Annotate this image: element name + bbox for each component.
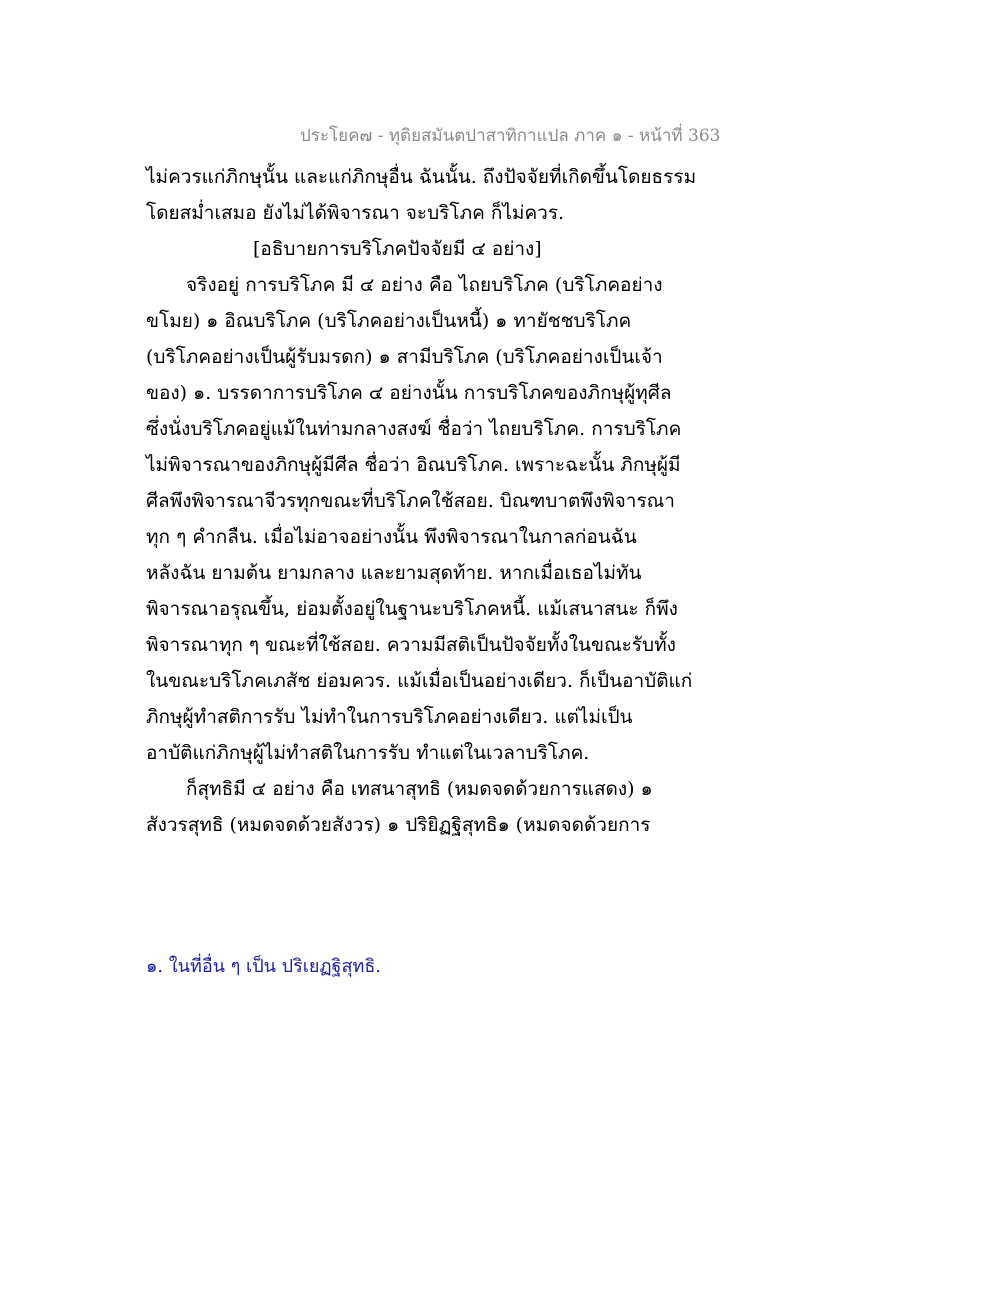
paragraph-start-line: จริงอยู่ การบริโภค มี ๔ อย่าง คือ ไถยบริโภค (บริโภคอย่าง xyxy=(186,274,663,296)
text-line: ทุก ๆ คำกลืน. เมื่อไม่อาจอย่างนั้น พึงพิจารณาในกาลก่อนฉัน xyxy=(146,526,637,548)
section-heading: [อธิบายการบริโภคปัจจัยมี ๔ อย่าง] xyxy=(253,238,542,260)
text-line: ในขณะบริโภคเภสัช ย่อมควร. แม้เมื่อเป็นอย่างเดียว. ก็เป็นอาบัติแก่ xyxy=(146,670,693,692)
text-line: หลังฉัน ยามต้น ยามกลาง และยามสุดท้าย. หากเมื่อเธอไม่ทัน xyxy=(146,562,642,584)
text-line: ซึ่งนั่งบริโภคอยู่แม้ในท่ามกลางสงฆ์ ชื่อว่า ไถยบริโภค. การบริโภค xyxy=(146,418,682,440)
text-line: ของ) ๑. บรรดาการบริโภค ๔ อย่างนั้น การบริโภคของภิกษุผู้ทุศีล xyxy=(146,382,672,404)
text-line: อาบัติแก่ภิกษุผู้ไม่ทำสติในการรับ ทำแต่ในเวลาบริโภค. xyxy=(146,742,590,764)
main-text xyxy=(146,159,706,843)
text-line: ไม่พิจารณาของภิกษุผู้มีศีล ชื่อว่า อิณบริโภค. เพราะฉะนั้น ภิกษุผู้มี xyxy=(146,454,681,476)
running-head: ประโยค๗ - ทุติยสมันตปาสาทิกาแปล ภาค ๑ - หน้าที่ 363 xyxy=(300,126,721,146)
text-line: ขโมย) ๑ อิณบริโภค (บริโภคอย่างเป็นหนี้) ๑ ทายัชชบริโภค xyxy=(146,310,632,332)
text-line: ภิกษุผู้ทำสติการรับ ไม่ทำในการบริโภคอย่างเดียว. แต่ไม่เป็น xyxy=(146,706,633,728)
text-line: ไม่ควรแก่ภิกษุนั้น และแก่ภิกษุอื่น ฉันนั้น. ถึงปัจจัยที่เกิดขึ้นโดยธรรม xyxy=(146,166,697,188)
text-line: พิจารณาทุก ๆ ขณะที่ใช้สอย. ความมีสติเป็นปัจจัยทั้งในขณะรับทั้ง xyxy=(146,634,676,656)
text-line: ศีลพึงพิจารณาจีวรทุกขณะที่บริโภคใช้สอย. บิณฑบาตพึงพิจารณา xyxy=(146,490,675,512)
footnote: ๑. ในที่อื่น ๆ เป็น ปริเยฏฐิสุทธิ. xyxy=(146,956,382,977)
text-line: สังวรสุทธิ (หมดจดด้วยสังวร) ๑ ปริยิฏฐิสุทธิ๑ (หมดจดด้วยการ xyxy=(146,814,651,836)
text-line: โดยสม่ำเสมอ ยังไม่ได้พิจารณา จะบริโภค ก็ไม่ควร. xyxy=(146,202,565,224)
paragraph-start-line: ก็สุทธิมี ๔ อย่าง คือ เทสนาสุทธิ (หมดจดด้วยการแสดง) ๑ xyxy=(186,778,653,800)
text-line: (บริโภคอย่างเป็นผู้รับมรดก) ๑ สามีบริโภค (บริโภคอย่างเป็นเจ้า xyxy=(146,346,663,368)
text-line: พิจารณาอรุณขึ้น, ย่อมตั้งอยู่ในฐานะบริโภคหนี้. แม้เสนาสนะ ก็พึง xyxy=(146,598,678,620)
